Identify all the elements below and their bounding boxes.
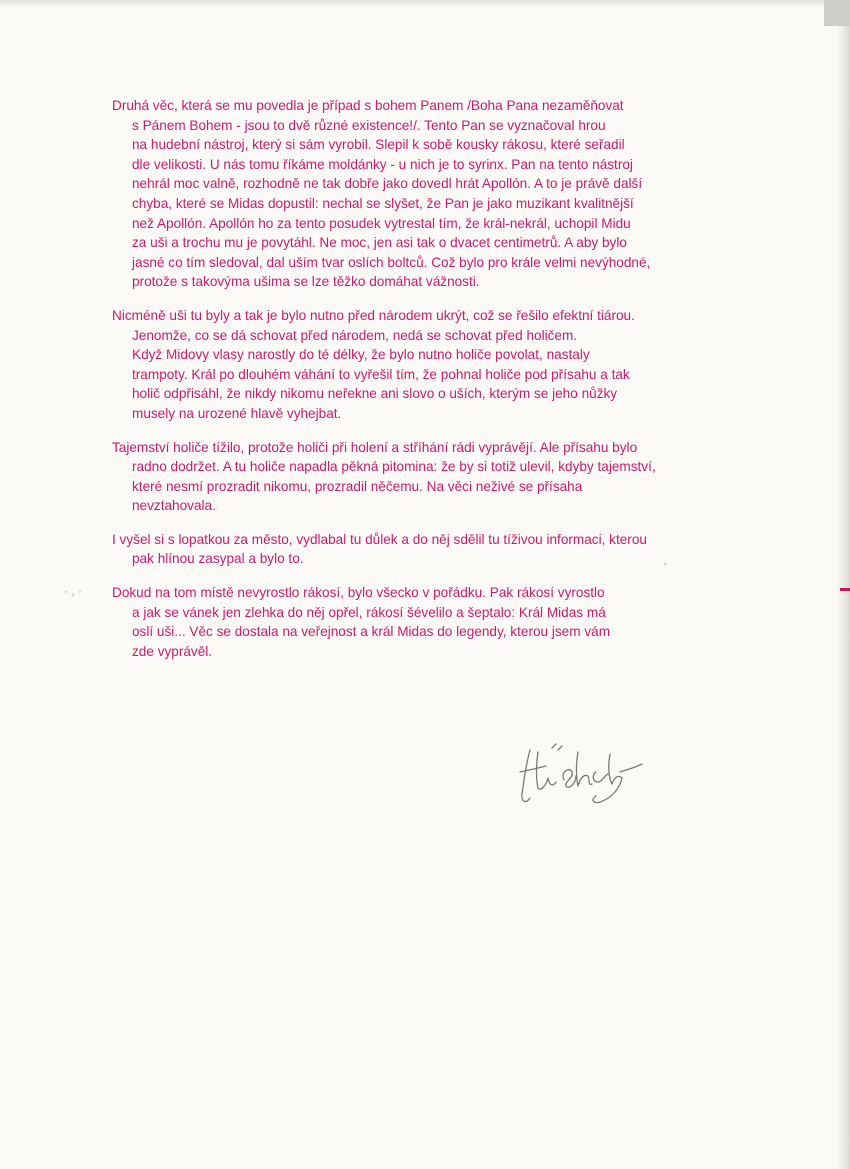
text-line: radno dodržet. A tu holiče napadla pěkná pitomina: že by si totiž ulevil, kdyby tajemství, <box>132 459 656 475</box>
paragraph <box>112 306 762 424</box>
text-line: na hudební nástroj, který si sám vyrobil. Slepil k sobě kousky rákosu, které seřadil <box>132 137 625 153</box>
scan-edge-right <box>836 0 850 1169</box>
scan-corner-shadow <box>824 0 850 26</box>
text-line: s Pánem Bohem - jsou to dvě různé existence!/. Tento Pan se vyznačoval hrou <box>132 117 606 133</box>
text-line: za uši a trochu mu je povytáhl. Ne moc, jen asi tak o dvacet centimetrů. A aby bylo <box>132 235 627 251</box>
text-line: Nicméně uši tu byly a tak je bylo nutno před národem ukrýt, což se řešilo efektní tiárou. <box>112 307 635 323</box>
text-line: Když Midovy vlasy narostly do té délky, že bylo nutno holiče povolat, nastaly <box>132 347 590 363</box>
text-line: Druhá věc, která se mu povedla je případ s bohem Panem /Boha Pana nezaměňovat <box>112 98 624 113</box>
paragraph <box>112 530 762 569</box>
text-line: nevztahovala. <box>132 498 216 514</box>
text-line: které nesmí prozradit nikomu, prozradil něčemu. Na věci neživé se přísaha <box>132 478 583 494</box>
text-line: Dokud na tom místě nevyrostlo rákosí, bylo všecko v pořádku. Pak rákosí vyrostlo <box>112 585 605 601</box>
handwritten-signature <box>516 742 646 812</box>
text-line: protože s takovýma ušima se lze těžko domáhat vážnosti. <box>132 274 480 290</box>
text-line: musely na urozené hlavě vyhejbat. <box>132 405 342 421</box>
margin-mark <box>840 588 850 591</box>
text-line: zde vyprávěl. <box>132 643 213 659</box>
text-line: nehrál moc valně, rozhodně ne tak dobře jako dovedl hrát Apollón. A to je právě další <box>132 176 643 192</box>
text-line: holič odpřisáhl, že nikdy nikomu neřekne ani slovo o uších, kterým se jeho nůžky <box>132 386 618 402</box>
scan-edge-top <box>0 0 850 8</box>
text-line: než Apollón. Apollón ho za tento posudek vytrestal tím, že král-nekrál, uchopil Midu <box>132 215 631 231</box>
paragraph <box>112 583 762 661</box>
letter-text <box>112 96 762 675</box>
text-line: dle velikosti. U nás tomu říkáme moldánky - u nich je to syrinx. Pan na tento nástroj <box>132 156 633 172</box>
text-line: Jenomže, co se dá schovat před národem, nedá se schovat před holičem. <box>132 327 578 343</box>
paragraph <box>112 96 762 292</box>
text-line: Tajemství holiče tížilo, protože holiči při holení a stříhání rádi vyprávějí. Ale přísahu bylo <box>112 439 638 455</box>
text-line: oslí uši... Věc se dostala na veřejnost a král Midas do legendy, kterou jsem vám <box>132 624 611 640</box>
scan-speck: ' <box>664 560 667 574</box>
text-line: jasné co tím sledoval, dal uším tvar oslích boltců. Což bylo pro krále velmi nevýhodné, <box>132 254 651 270</box>
paragraph <box>112 438 762 516</box>
text-line: a jak se vánek jen zlehka do něj opřel, rákosí šévelilo a šeptalo: Král Midas má <box>132 604 606 620</box>
text-line: chyba, které se Midas dopustil: nechal se slyšet, že Pan je jako muzikant kvalitnější <box>132 195 634 211</box>
text-line: pak hlínou zasypal a bylo to. <box>132 551 304 567</box>
text-line: I vyšel si s lopatkou za město, vydlabal tu důlek a do něj sdělil tu tíživou informaci, kterou <box>112 531 647 547</box>
text-line: trampoty. Král po dlouhém váhání to vyřešil tím, že pohnal holiče pod přísahu a tak <box>132 366 630 382</box>
scan-speck: · , · <box>64 584 82 598</box>
